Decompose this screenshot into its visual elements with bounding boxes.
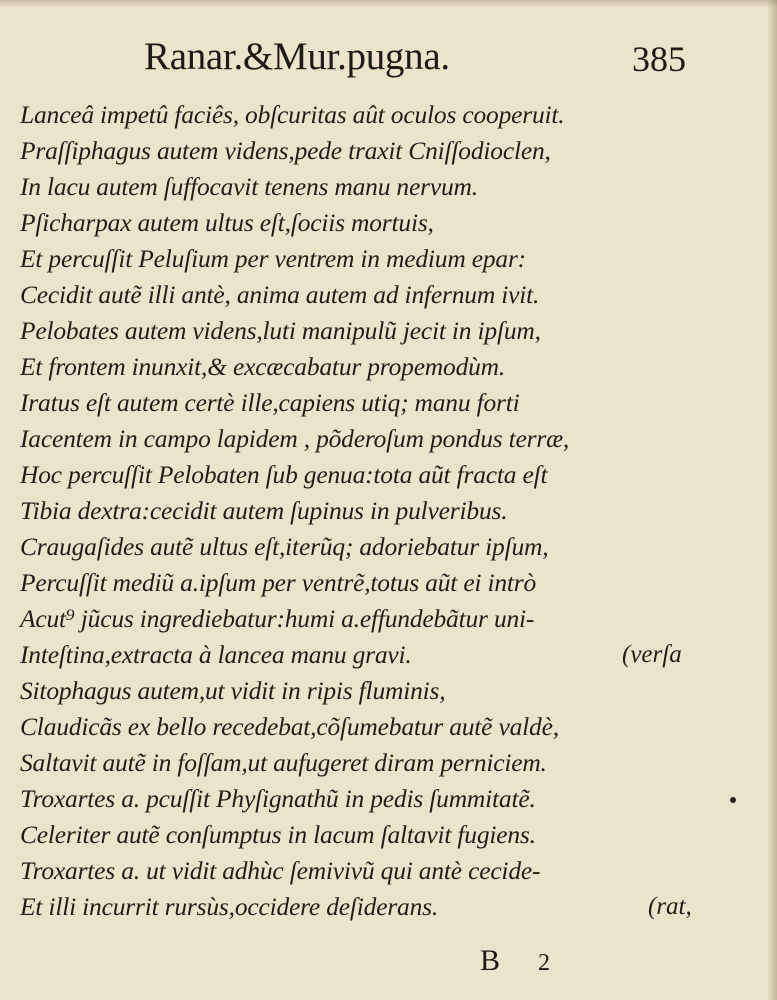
page-number: 385 xyxy=(632,39,686,79)
verse-line: Craugaſides autẽ ultus eſt,iterũq; adoriebatur ipſum, xyxy=(20,532,549,561)
verse-line: Pelobates autem videns,luti manipulũ jecit in ipſum, xyxy=(20,316,541,345)
verse-line: Sitophagus autem,ut vidit in ripis fluminis, xyxy=(20,676,446,705)
page-header xyxy=(0,28,777,88)
verse-line: Inteſtina,extracta à lancea manu gravi. xyxy=(20,640,412,669)
signature-number: 2 xyxy=(538,950,550,976)
verse-line: Percuſſit mediũ a.ipſum per ventrẽ,totus aũt ei intrò xyxy=(20,568,537,597)
verse-line: Saltavit autẽ in foſſam,ut aufugeret diram perniciem. xyxy=(20,748,547,777)
running-title: Ranar.&Mur.pugna. xyxy=(144,35,450,78)
verse-line: Troxartes a. ut vidit adhùc ſemivivũ qui antè cecide- xyxy=(20,856,541,885)
verse-line: Iratus eſt autem certè ille,capiens utiq; manu forti xyxy=(20,388,520,417)
verse-line: Celeriter autẽ conſumptus in lacum ſaltavit fugiens. xyxy=(20,820,536,849)
verse-line: Acut⁹ jũcus ingrediebatur:humi a.effundebãtur uni- xyxy=(20,604,535,633)
verse-line: Hoc percuſſit Pelobaten ſub genua:tota aũt fracta eſt xyxy=(20,460,548,489)
catchword-note: (rat, xyxy=(648,893,692,920)
verse-line: In lacu autem ſuffocavit tenens manu nervum. xyxy=(20,172,478,201)
verse-line: Praſſiphagus autem videns,pede traxit Cniſſodioclen, xyxy=(20,136,551,165)
verse-line: Claudicãs ex bello recedebat,cõſumebatur autẽ valdè, xyxy=(20,712,559,741)
catchword-note: (verſa xyxy=(622,641,682,668)
page-edge-shadow xyxy=(767,0,777,1000)
signature-letter: B xyxy=(480,944,501,977)
margin-dot xyxy=(730,797,736,803)
verse-line: Troxartes a. pcuſſit Phyſignathũ in pedis ſummitatẽ. xyxy=(20,784,536,813)
verse-line: Et percuſſit Peluſium per ventrem in medium epar: xyxy=(20,244,526,273)
verse-line: Pſicharpax autem ultus eſt,ſociis mortuis, xyxy=(20,208,434,237)
verse-line: Iacentem in campo lapidem , põderoſum pondus terræ, xyxy=(20,424,570,453)
verse-line: Et frontem inunxit,& excæcabatur propemodùm. xyxy=(20,352,506,381)
verse-line: Tibia dextra:cecidit autem ſupinus in pulveribus. xyxy=(20,496,508,525)
verse-line: Et illi incurrit rursùs,occidere deſiderans. xyxy=(20,892,439,921)
page-top-shadow xyxy=(0,0,777,8)
verse-line: Cecidit autẽ illi antè, anima autem ad infernum ivit. xyxy=(20,280,540,309)
verse-line: Lanceâ impetû faciês, obſcuritas aût oculos cooperuit. xyxy=(20,100,565,129)
